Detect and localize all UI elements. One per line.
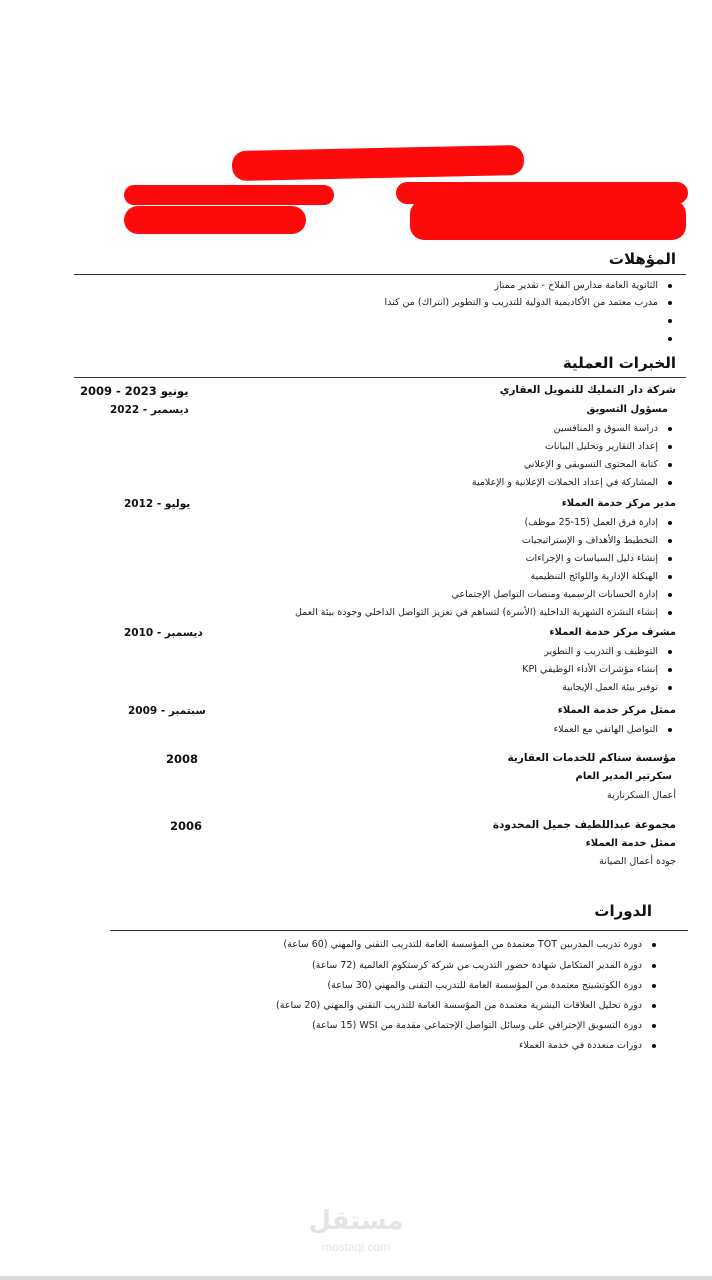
role-title: سكرتير المدير العام [575,771,672,782]
duty-item: إدارة فرق العمل (15-25 موظف) [524,517,672,528]
role-title: مدير مركز خدمة العملاء [561,498,676,509]
company-date: 2006 [170,819,203,833]
bullet-icon [668,463,672,467]
course-item: دورة الكوتشينج معتمدة من المؤسسة العامة للتدريب التقنى والمهني (30 ساعة) [327,980,656,991]
duty-item: توفير بيئة العمل الإيجابية [562,682,672,693]
bullet-icon [668,686,672,690]
role-description: جودة أعمال الصيانة [599,856,676,867]
role-date: ديسمبر - 2010 [124,627,203,639]
bullet-icon [668,337,672,341]
bullet-icon [668,728,672,732]
course-item: دورة تحليل العلاقات البشرية معتمدة من المؤسسة العامة للتدريب التقني والمهني (20 ساعة) [276,1000,656,1011]
company-date: 2009 - 2023 يونيو [80,384,189,398]
role-title: ممثل مركز خدمة العملاء [557,705,676,716]
duty-item: إنشاء مؤشرات الأداء الوظيفي KPI [522,664,672,675]
duty-item: دراسة السوق و المنافسين [554,423,672,434]
bullet-icon [668,319,672,323]
bullet-icon [668,521,672,525]
duty-item: الهيكلة الإدارية واللوائح التنظيمية [530,571,672,582]
company-name: شركة دار التمليك للتمويل العقاري [499,384,676,396]
section-title-courses: الدورات [594,902,652,920]
role-title: مسؤول التسويق [586,404,668,415]
bullet-icon [668,668,672,672]
role-description: أعمال السكرتارية [607,790,676,801]
company-name: مؤسسة سناكم للخدمات العقارية [507,752,676,764]
bullet-icon [652,964,656,968]
duty-item: المشاركة في إعداد الحملات الإعلانية و الإعلامية [472,477,672,488]
bullet-icon [668,301,672,305]
redacted-contact-left [124,185,334,205]
duty-item: إدارة الحسابات الرسمية ومنصات التواصل الإجتماعي [452,589,672,600]
page-bottom-edge [0,1276,712,1280]
section-divider [74,377,686,378]
role-date: يوليو - 2012 [124,498,191,510]
company-date: 2008 [166,752,199,766]
redacted-contact-right-2 [410,200,686,240]
role-date: ديسمبر - 2022 [110,404,189,416]
bullet-icon [652,1024,656,1028]
role-title: مشرف مركز خدمة العملاء [549,627,676,638]
qualification-item-empty [658,333,672,344]
bullet-icon [668,481,672,485]
course-item: دورة المدير المتكامل شهادة حضور التدريب من شركة كرستكوم العالمية (72 ساعة) [312,960,656,971]
bullet-icon [668,593,672,597]
section-divider [110,930,688,931]
redacted-name [232,145,525,181]
role-date: سبتمبر - 2009 [128,705,206,717]
course-item: دورة تدريب المدربين TOT معتمدة من المؤسسة العامة للتدريب التقني والمهني (60 ساعة) [283,939,656,950]
bullet-icon [652,1044,656,1048]
bullet-icon [652,984,656,988]
qualification-item: مدرب معتمد من الأكاديمية الدولية للتدريب و التطوير (انتراك) من كندا [384,297,672,308]
section-title-experience: الخبرات العملية [562,354,676,372]
duty-item: التخطيط والأهداف و الإستراتيجيات [522,535,672,546]
section-title-qualifications: المؤهلات [608,250,676,268]
course-item: دورات متعددة في خدمة العملاء [519,1040,656,1051]
course-item: دورة التسويق الإحترافي على وسائل التواصل الإجتماعي مقدمة من WSI (15 ساعة) [312,1020,656,1031]
duty-item: إنشاء دليل السياسات و الإجراءات [526,553,672,564]
redacted-contact-left-2 [124,206,306,234]
bullet-icon [668,557,672,561]
bullet-icon [668,650,672,654]
company-name: مجموعة عبداللطيف جميل المحدودة [492,819,676,831]
duty-item: التواصل الهاتفي مع العملاء [554,724,672,735]
duty-item: التوظيف و التدريب و التطوير [544,646,672,657]
bullet-icon [668,445,672,449]
bullet-icon [668,575,672,579]
bullet-icon [668,611,672,615]
bullet-icon [668,539,672,543]
qualification-item: الثانوية العامة مدارس الفلاح - تقدير ممتاز [494,280,672,291]
section-divider [74,274,686,275]
watermark-logo-latin: mostaql.com [321,1240,391,1254]
role-title: ممثل خدمة العملاء [585,838,676,849]
duty-item: إنشاء النشرة الشهرية الداخلية (الأسرة) لتساهم في تعزيز التواصل الداخلي وجودة بيئة العمل [295,607,672,618]
qualification-item-empty [658,315,672,326]
bullet-icon [668,427,672,431]
bullet-icon [652,943,656,947]
bullet-icon [668,284,672,288]
duty-item: إعداد التقارير وتحليل البيانات [545,441,672,452]
watermark-logo-arabic: مستقل [308,1206,404,1236]
bullet-icon [652,1004,656,1008]
duty-item: كتابة المحتوى التسويقي و الإعلاني [524,459,672,470]
